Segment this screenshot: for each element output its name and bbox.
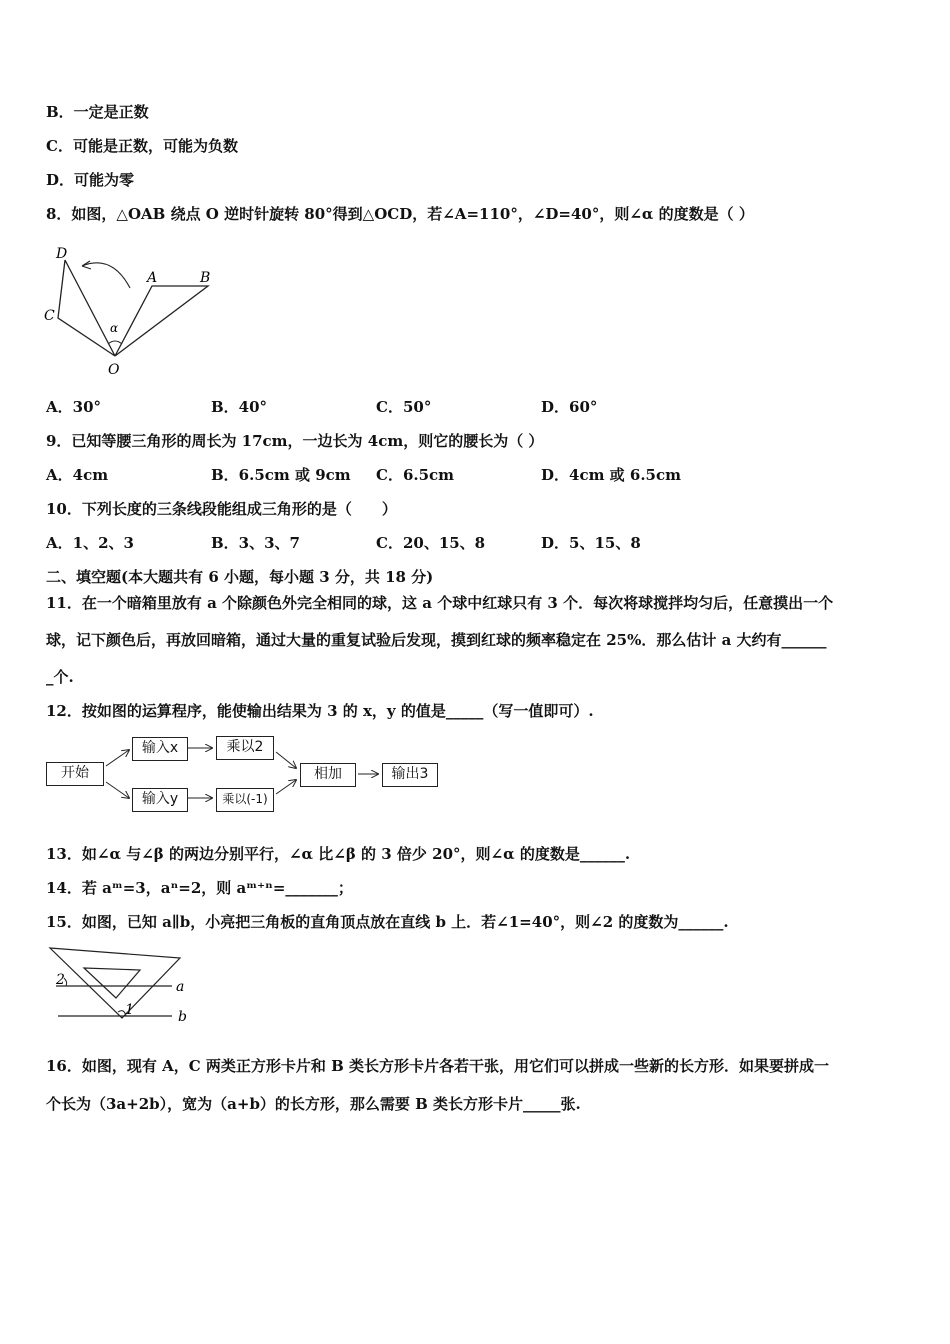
flow-multiply-2: 乘以2 xyxy=(216,736,274,760)
flow-output: 输出3 xyxy=(382,763,438,787)
flow-multiply-neg1: 乘以(-1) xyxy=(216,788,274,812)
q11-line-3: _个. xyxy=(46,668,74,686)
q10-option-a: A．1、2、3 xyxy=(46,534,134,552)
q12-stem: 12．按如图的运算程序，能使输出结果为 3 的 x，y 的值是_____（写一值即可）. xyxy=(46,702,594,720)
q8-label-b: B xyxy=(200,270,211,286)
q9-option-d: D．4cm 或 6.5cm xyxy=(541,466,681,484)
flow-input-y: 输入y xyxy=(132,788,188,812)
q8-label-a: A xyxy=(147,270,158,286)
flow-input-x: 输入x xyxy=(132,737,188,761)
q7-option-b: B．一定是正数 xyxy=(46,103,149,121)
q15-label-2: 2 xyxy=(56,972,65,988)
q9-option-a: A．4cm xyxy=(46,466,109,484)
q7-option-d: D．可能为零 xyxy=(46,171,135,189)
q11-line-1: 11．在一个暗箱里放有 a 个除颜色外完全相同的球，这 a 个球中红球只有 3 个．每次将球搅拌均匀后，任意摸出一个 xyxy=(46,594,834,612)
q11-line-2: 球，记下颜色后，再放回暗箱，通过大量的重复试验后发现，摸到红球的频率稳定在 25%．那么估计 a 大约有______ xyxy=(46,631,827,649)
q15-label-a: a xyxy=(176,979,185,995)
q10-option-c: C．20、15、8 xyxy=(376,534,486,552)
q8-option-c: C．50° xyxy=(376,398,432,416)
q10-option-b: B．3、3、7 xyxy=(211,534,300,552)
q8-rotation-figure xyxy=(40,240,230,380)
q10-option-d: D．5、15、8 xyxy=(541,534,641,552)
q15-label-1: 1 xyxy=(125,1002,134,1018)
q15-triangle-figure xyxy=(44,942,194,1028)
q8-label-d: D xyxy=(56,246,68,262)
q8-option-a: A．30° xyxy=(46,398,102,416)
q12-flowchart xyxy=(46,732,446,814)
flow-start: 开始 xyxy=(46,762,104,786)
q9-option-c: C．6.5cm xyxy=(376,466,455,484)
section-2-heading: 二、填空题(本大题共有 6 小题，每小题 3 分，共 18 分) xyxy=(46,568,434,586)
q9-option-b: B．6.5cm 或 9cm xyxy=(211,466,351,484)
q10-stem: 10．下列长度的三条线段能组成三角形的是（ ） xyxy=(46,500,397,518)
q15-stem: 15．如图，已知 a∥b，小亮把三角板的直角顶点放在直线 b 上．若∠1=40°，则∠2 的度数为______. xyxy=(46,913,729,931)
q8-label-o: O xyxy=(108,362,120,378)
q15-label-b: b xyxy=(178,1009,187,1025)
q7-option-c: C．可能是正数，可能为负数 xyxy=(46,137,238,155)
q16-line-2: 个长为（3a+2b），宽为（a+b）的长方形，那么需要 B 类长方形卡片_____张. xyxy=(46,1095,581,1113)
q13-stem: 13．如∠α 与∠β 的两边分别平行，∠α 比∠β 的 3 倍少 20°，则∠α 的度数是______. xyxy=(46,845,631,863)
q8-label-alpha: α xyxy=(110,321,119,335)
flow-add: 相加 xyxy=(300,763,356,787)
q8-label-c: C xyxy=(44,308,55,324)
q14-stem: 14．若 aᵐ=3，aⁿ=2，则 aᵐ⁺ⁿ=_______； xyxy=(46,879,353,897)
q9-stem: 9．已知等腰三角形的周长为 17cm，一边长为 4cm，则它的腰长为（ ） xyxy=(46,432,544,450)
q8-stem: 8．如图，△OAB 绕点 O 逆时针旋转 80°得到△OCD，若∠A=110°，∠D=40°，则∠α 的度数是（ ） xyxy=(46,205,754,223)
q16-line-1: 16．如图，现有 A，C 两类正方形卡片和 B 类长方形卡片各若干张，用它们可以拼成一些新的长方形．如果要拼成一 xyxy=(46,1057,830,1075)
q8-option-d: D．60° xyxy=(541,398,598,416)
q8-option-b: B．40° xyxy=(211,398,268,416)
